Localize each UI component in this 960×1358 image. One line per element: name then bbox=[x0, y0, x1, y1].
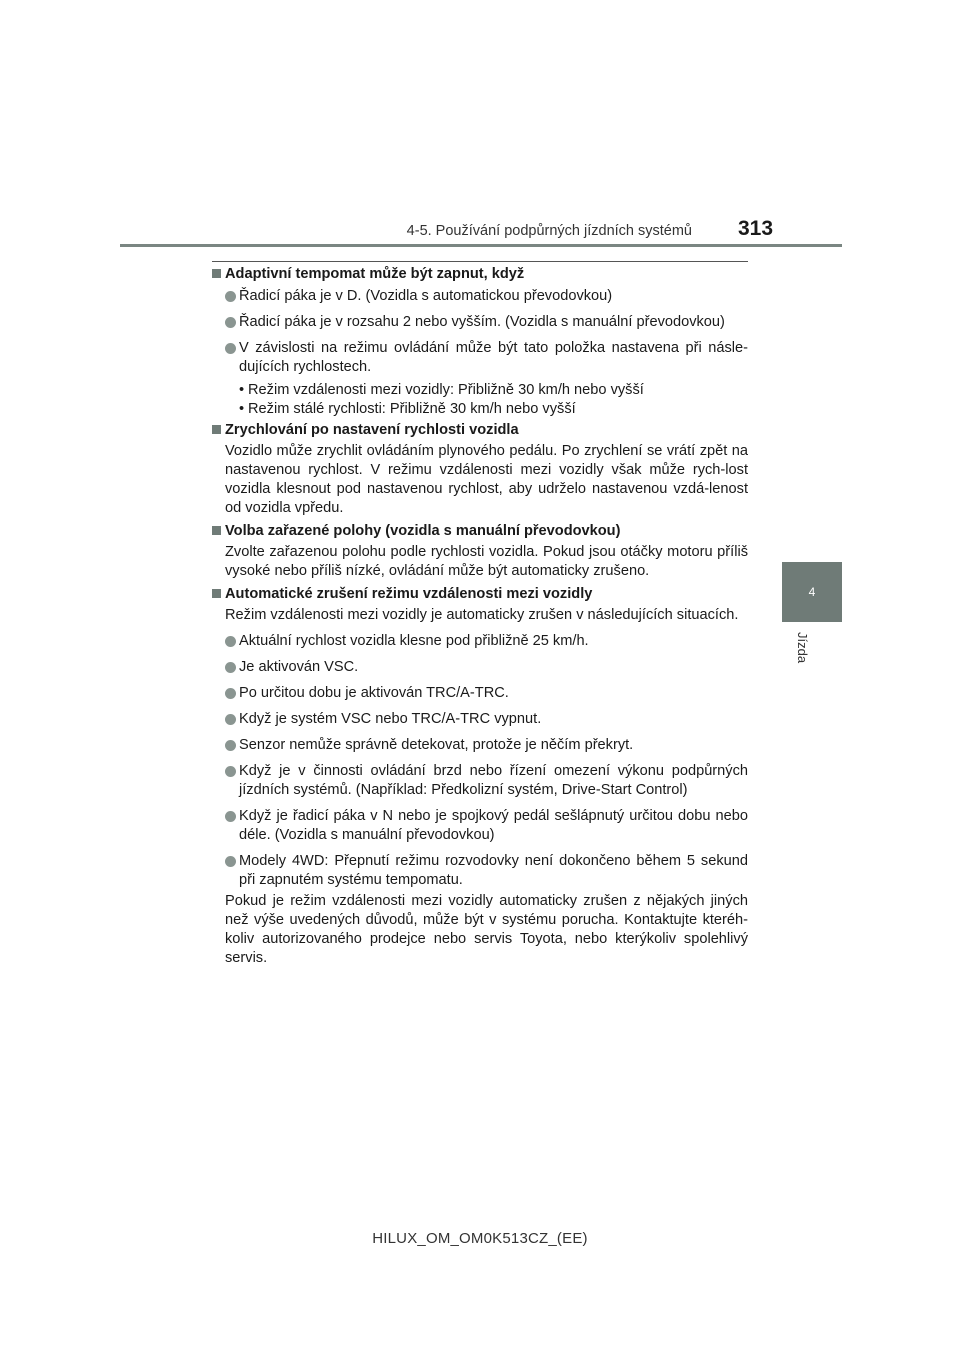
list-item: Když je řadicí páka v N nebo je spojkový pedál sešlápnutý určitou dobu nebo déle. (Vozidla s manuální převodovkou) bbox=[212, 807, 748, 845]
circle-bullet-icon bbox=[225, 662, 236, 673]
square-bullet-icon bbox=[212, 425, 221, 434]
circle-bullet-icon bbox=[225, 291, 236, 302]
page-content bbox=[212, 265, 748, 968]
circle-bullet-icon bbox=[225, 856, 236, 867]
running-header-title: 4-5. Používání podpůrných jízdních systémů bbox=[406, 223, 692, 239]
chapter-label: Jízda bbox=[795, 632, 810, 664]
square-bullet-icon bbox=[212, 269, 221, 278]
page-number: 313 bbox=[738, 217, 774, 240]
list-item: Řadicí páka je v D. (Vozidla s automatickou převodovkou) bbox=[212, 287, 748, 306]
header-divider bbox=[120, 244, 842, 247]
circle-bullet-icon bbox=[225, 740, 236, 751]
circle-bullet-icon bbox=[225, 317, 236, 328]
chapter-label-container bbox=[784, 632, 840, 672]
document-code: HILUX_OM_OM0K513CZ_(EE) bbox=[372, 1230, 588, 1247]
section-heading: Zrychlování po nastavení rychlosti vozidla bbox=[212, 421, 748, 440]
list-item: Je aktivován VSC. bbox=[212, 658, 748, 677]
list-item: Řadicí páka je v rozsahu 2 nebo vyšším. (Vozidla s manuální převodovkou) bbox=[212, 313, 748, 332]
list-item: Modely 4WD: Přepnutí režimu rozvodovky není dokončeno během 5 sekund při zapnutém systému tempomatu. bbox=[212, 852, 748, 890]
paragraph: Režim vzdálenosti mezi vozidly je automaticky zrušen v následujících situacích. bbox=[225, 607, 739, 623]
circle-bullet-icon bbox=[225, 636, 236, 647]
paragraph: Vozidlo může zrychlit ovládáním plynového pedálu. Po zrychlení se vrátí zpět na nastavenou rychlost. V režimu vzdálenosti mezi vozidly však může rych-lost vozidla klesnout pod nastavenou rychlost, aby udrželo nastavenou vzdá-lenost od vozidla vpředu. bbox=[225, 443, 748, 516]
square-bullet-icon bbox=[212, 526, 221, 535]
list-item: Aktuální rychlost vozidla klesne pod přibližně 25 km/h. bbox=[212, 632, 748, 651]
square-bullet-icon bbox=[212, 589, 221, 598]
circle-bullet-icon bbox=[225, 811, 236, 822]
circle-bullet-icon bbox=[225, 714, 236, 725]
sub-list-item: • Režim stálé rychlosti: Přibližně 30 km/h nebo vyšší bbox=[239, 401, 576, 417]
list-item: Senzor nemůže správně detekovat, protože je něčím překryt. bbox=[212, 736, 748, 755]
section-heading: Adaptivní tempomat může být zapnut, když bbox=[212, 265, 748, 284]
paragraph: Zvolte zařazenou polohu podle rychlosti vozidla. Pokud jsou otáčky motoru příliš vysoké nebo příliš nízké, ovládání může být automaticky zrušeno. bbox=[225, 544, 748, 579]
circle-bullet-icon bbox=[225, 343, 236, 354]
section-heading: Volba zařazené polohy (vozidla s manuální převodovkou) bbox=[212, 522, 748, 541]
list-item: Když je systém VSC nebo TRC/A-TRC vypnut. bbox=[212, 710, 748, 729]
circle-bullet-icon bbox=[225, 688, 236, 699]
section-heading: Automatické zrušení režimu vzdálenosti mezi vozidly bbox=[212, 585, 748, 604]
sub-list-item: • Režim vzdálenosti mezi vozidly: Přibližně 30 km/h nebo vyšší bbox=[239, 382, 644, 398]
circle-bullet-icon bbox=[225, 766, 236, 777]
small-bullet-icon: • bbox=[239, 382, 245, 398]
section-divider bbox=[212, 261, 748, 262]
small-bullet-icon: • bbox=[239, 401, 245, 417]
list-item: Po určitou dobu je aktivován TRC/A-TRC. bbox=[212, 684, 748, 703]
list-item: V závislosti na režimu ovládání může být tato položka nastavena při násle-dujících rychlostech. bbox=[212, 339, 748, 377]
chapter-tab bbox=[782, 562, 842, 622]
list-item: Když je v činnosti ovládání brzd nebo řízení omezení výkonu podpůrných jízdních systémů. (Například: Předkolizní systém, Drive-Start Control) bbox=[212, 762, 748, 800]
chapter-number: 4 bbox=[808, 585, 816, 599]
paragraph: Pokud je režim vzdálenosti mezi vozidly automaticky zrušen z nějakých jiných než výše uvedených důvodů, může být v systému porucha. Kontaktujte kteréh-koliv autorizovaného prodejce nebo servis Toyota, nebo kterýkoliv spolehlivý servis. bbox=[225, 893, 748, 966]
